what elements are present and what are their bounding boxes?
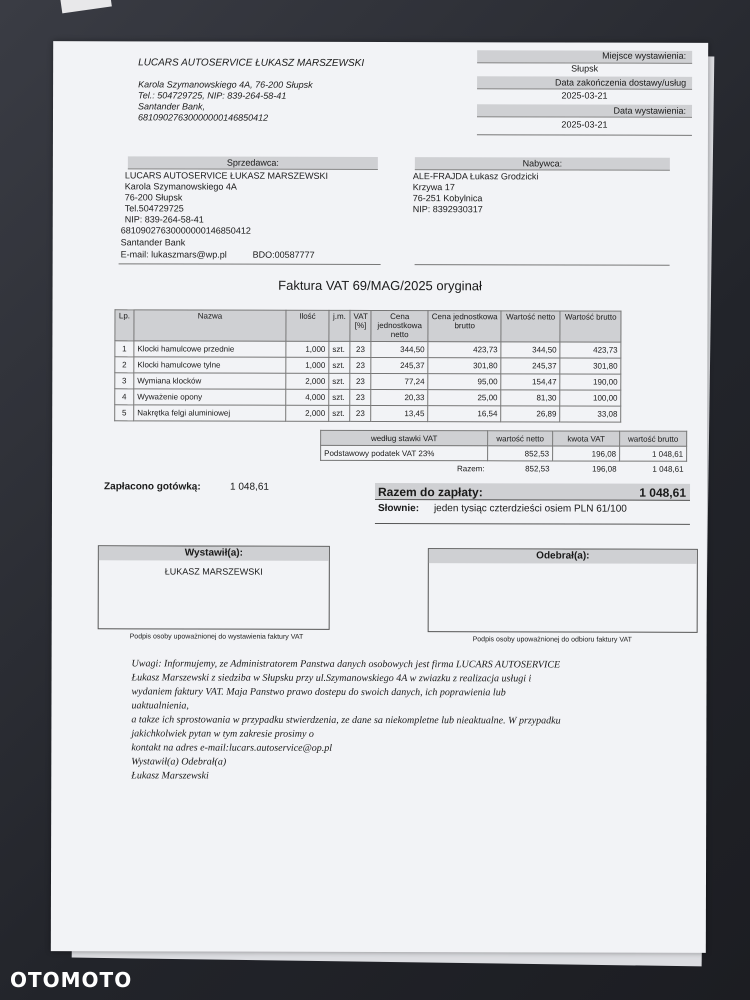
col-header: Ilość: [286, 310, 329, 341]
paid-cash-label: Zapłacono gotówką:: [104, 481, 201, 493]
delivery-date-label: Data zakończenia dostawy/usług: [554, 77, 687, 88]
table-row: [115, 389, 621, 406]
notes-line: uaktualnienia,: [131, 700, 189, 712]
cell: 1,000: [286, 357, 329, 373]
seller-line: LUCARS AUTOSERVICE ŁUKASZ MARSZEWSKI: [124, 170, 329, 181]
cell: 25,00: [428, 390, 501, 406]
receiver-caption: Podpis osoby upoważnionej do odbioru faktury VAT: [472, 636, 632, 644]
cell: 1,000: [286, 341, 329, 357]
seller-line: Santander Bank: [120, 237, 186, 248]
col-header: VAT [%]: [350, 310, 371, 341]
company-name: LUCARS AUTOSERVICE ŁUKASZ MARSZEWSKI: [138, 57, 365, 69]
cell: 852,53: [525, 463, 550, 473]
amount-words-value: jeden tysiąc czterdzieści osiem PLN 61/100: [433, 503, 627, 515]
cell: 852,53: [488, 446, 553, 461]
col-header: j.m.: [329, 310, 350, 341]
cell: 196,08: [592, 464, 617, 474]
receiver-signature-box: [428, 548, 698, 633]
cell: 245,37: [501, 358, 560, 374]
notes-line: Wystawił(a) Odebrał(a): [131, 756, 227, 768]
table-row: [115, 405, 621, 422]
seller-bdo: BDO:00587777: [252, 249, 315, 260]
seller-label: Sprzedawca:: [226, 157, 279, 168]
cell: Wyważenie opony: [134, 389, 286, 405]
cell: szt.: [329, 357, 350, 373]
col-header: kwota VAT: [553, 431, 620, 446]
notes-line: Uwagi: Informujemy, ze Administratorem Panstwa danych osobowych jest firma LUCARS AUTOSERVICE: [131, 658, 561, 671]
seller-line: Karola Szymanowskiego 4A: [124, 181, 237, 192]
company-address: Karola Szymanowskiego 4A, 76-200 Słupsk: [138, 79, 313, 90]
issuer-caption: Podpis osoby upoważnionej do wystawienia faktury VAT: [129, 633, 304, 641]
col-header: Cena jednostkowa netto: [371, 310, 428, 341]
cell: 5: [115, 405, 134, 421]
divider: [477, 134, 692, 136]
buyer-line: NIP: 8392930317: [412, 204, 483, 215]
table-row: [115, 373, 621, 390]
notes-line: wydaniem faktury VAT. Maja Panstwo prawo dostepu do swoich danych, ich poprawienia lub: [131, 686, 506, 699]
cell: 423,73: [428, 342, 501, 358]
cell: 23: [350, 341, 371, 357]
cell: 2,000: [286, 373, 329, 389]
issuer-label: Wystawił(a):: [99, 546, 329, 561]
cell: 4,000: [286, 389, 329, 405]
otomoto-watermark: OTOMOTO: [10, 968, 133, 992]
divider: [119, 263, 381, 265]
cell: 95,00: [428, 374, 501, 390]
cell: 245,37: [371, 357, 428, 373]
cell: 3: [115, 373, 134, 389]
cell: Nakrętka felgi aluminiowej: [134, 405, 286, 421]
notes-line: kontakt na adres e-mail:lucars.autoservice@op.pl: [131, 742, 333, 754]
notes-line: jakichkolwiek pytan w tym zakresie prosimy o: [131, 728, 314, 740]
cell: 301,80: [428, 358, 501, 374]
col-header: według stawki VAT: [321, 430, 488, 445]
cell: 20,33: [371, 389, 428, 405]
cell: 2,000: [286, 405, 329, 421]
cell: 2: [115, 357, 134, 373]
cell: szt.: [329, 373, 350, 389]
buyer-line: ALE-FRAJDA Łukasz Grodzicki: [412, 171, 539, 182]
buyer-label: Nabywca:: [522, 158, 563, 169]
table-row: [115, 357, 621, 374]
issue-place-label: Miejsce wystawienia:: [602, 50, 687, 61]
issuer-name: ŁUKASZ MARSZEWSKI: [164, 566, 263, 577]
seller-email: E-mail: lukaszmars@wp.pl: [120, 249, 227, 260]
cell: 301,80: [560, 358, 621, 374]
divider: [375, 523, 690, 525]
cell: Wymiana klocków: [134, 373, 286, 389]
cell: 1 048,61: [652, 464, 684, 474]
cell: Podstawowy podatek VAT 23%: [321, 445, 488, 460]
invoice-title: Faktura VAT 69/MAG/2025 oryginał: [278, 277, 482, 294]
invoice-page: [51, 41, 708, 953]
cell: 33,08: [560, 406, 621, 422]
seller-line: 76-200 Słupsk: [124, 192, 183, 203]
cell: 81,30: [501, 390, 560, 406]
notes-line: Łukasz Marszewski: [131, 770, 209, 782]
cell: 423,73: [560, 342, 621, 358]
items-table: [114, 309, 622, 422]
amount-words-label: Słownie:: [377, 502, 420, 515]
vat-summary-table: [320, 430, 687, 476]
notes-line: a takze ich sprostowania w przypadku stwierdzenia, ze dane sa niekompletne lub nieaktualne. W przypadku: [131, 714, 561, 727]
cell: szt.: [329, 405, 350, 421]
cell: 154,47: [501, 374, 560, 390]
cell: Klocki hamulcowe przednie: [134, 341, 286, 357]
cell: 16,54: [428, 406, 501, 422]
cell: szt.: [329, 389, 350, 405]
col-header: Wartość brutto: [560, 311, 621, 342]
cell: 13,45: [371, 405, 428, 421]
cell: 1 048,61: [620, 446, 687, 461]
cell: 77,24: [371, 373, 428, 389]
cell: 4: [115, 389, 134, 405]
col-header: Lp.: [115, 310, 134, 341]
cell: 100,00: [560, 390, 621, 406]
notes-block: [131, 657, 561, 784]
cell: szt.: [329, 341, 350, 357]
seller-line: 68109027630000000146850412: [120, 225, 251, 236]
cell: 23: [350, 405, 371, 421]
divider: [415, 264, 670, 266]
cell: 196,08: [553, 446, 620, 461]
company-account: 68109027630000000146850412: [137, 112, 269, 123]
col-header: Wartość netto: [501, 311, 560, 342]
col-header: Cena jednostkowa brutto: [428, 311, 501, 342]
vat-total-label: Razem:: [457, 463, 485, 473]
buyer-line: Krzywa 17: [412, 182, 455, 193]
issue-date-label: Data wystawienia:: [613, 105, 687, 116]
paid-cash-value: 1 048,61: [230, 481, 269, 493]
cell: 344,50: [371, 341, 428, 357]
cell: 23: [350, 389, 371, 405]
issue-place-value: Słupsk: [571, 63, 599, 74]
buyer-line: 76-251 Kobylnica: [412, 193, 483, 204]
issuer-signature-box: [98, 545, 330, 630]
table-row: [115, 341, 621, 358]
total-due-value: 1 048,61: [639, 485, 687, 500]
receiver-label: Odebrał(a):: [429, 549, 697, 564]
notes-line: Łukasz Marszewski z siedziba w Słupsku przy ul.Szymanowskiego 4A w zwiazku z realizacja usługi i: [131, 672, 532, 685]
cell: Klocki hamulcowe tylne: [134, 357, 286, 373]
issue-date-value: 2025-03-21: [561, 119, 608, 130]
cell: 23: [350, 357, 371, 373]
seller-line: NIP: 839-264-58-41: [124, 214, 204, 225]
total-due-label: Razem do zapłaty:: [377, 484, 483, 500]
cell: 26,89: [501, 406, 560, 422]
company-bank: Santander Bank,: [138, 101, 206, 112]
col-header: wartość brutto: [620, 431, 687, 446]
table-row: [321, 445, 687, 461]
delivery-date-value: 2025-03-21: [561, 90, 608, 101]
col-header: wartość netto: [488, 431, 553, 446]
vat-total-row: [321, 460, 687, 475]
company-tel-nip: Tel.: 504729725, NIP: 839-264-58-41: [138, 90, 287, 101]
col-header: Nazwa: [134, 310, 286, 341]
cell: 190,00: [560, 374, 621, 390]
vat-header-row: [321, 430, 687, 446]
cell: 344,50: [501, 342, 560, 358]
cell: 1: [115, 341, 134, 357]
items-header-row: [115, 310, 621, 342]
cell: 23: [350, 373, 371, 389]
seller-line: Tel.504729725: [124, 203, 184, 214]
